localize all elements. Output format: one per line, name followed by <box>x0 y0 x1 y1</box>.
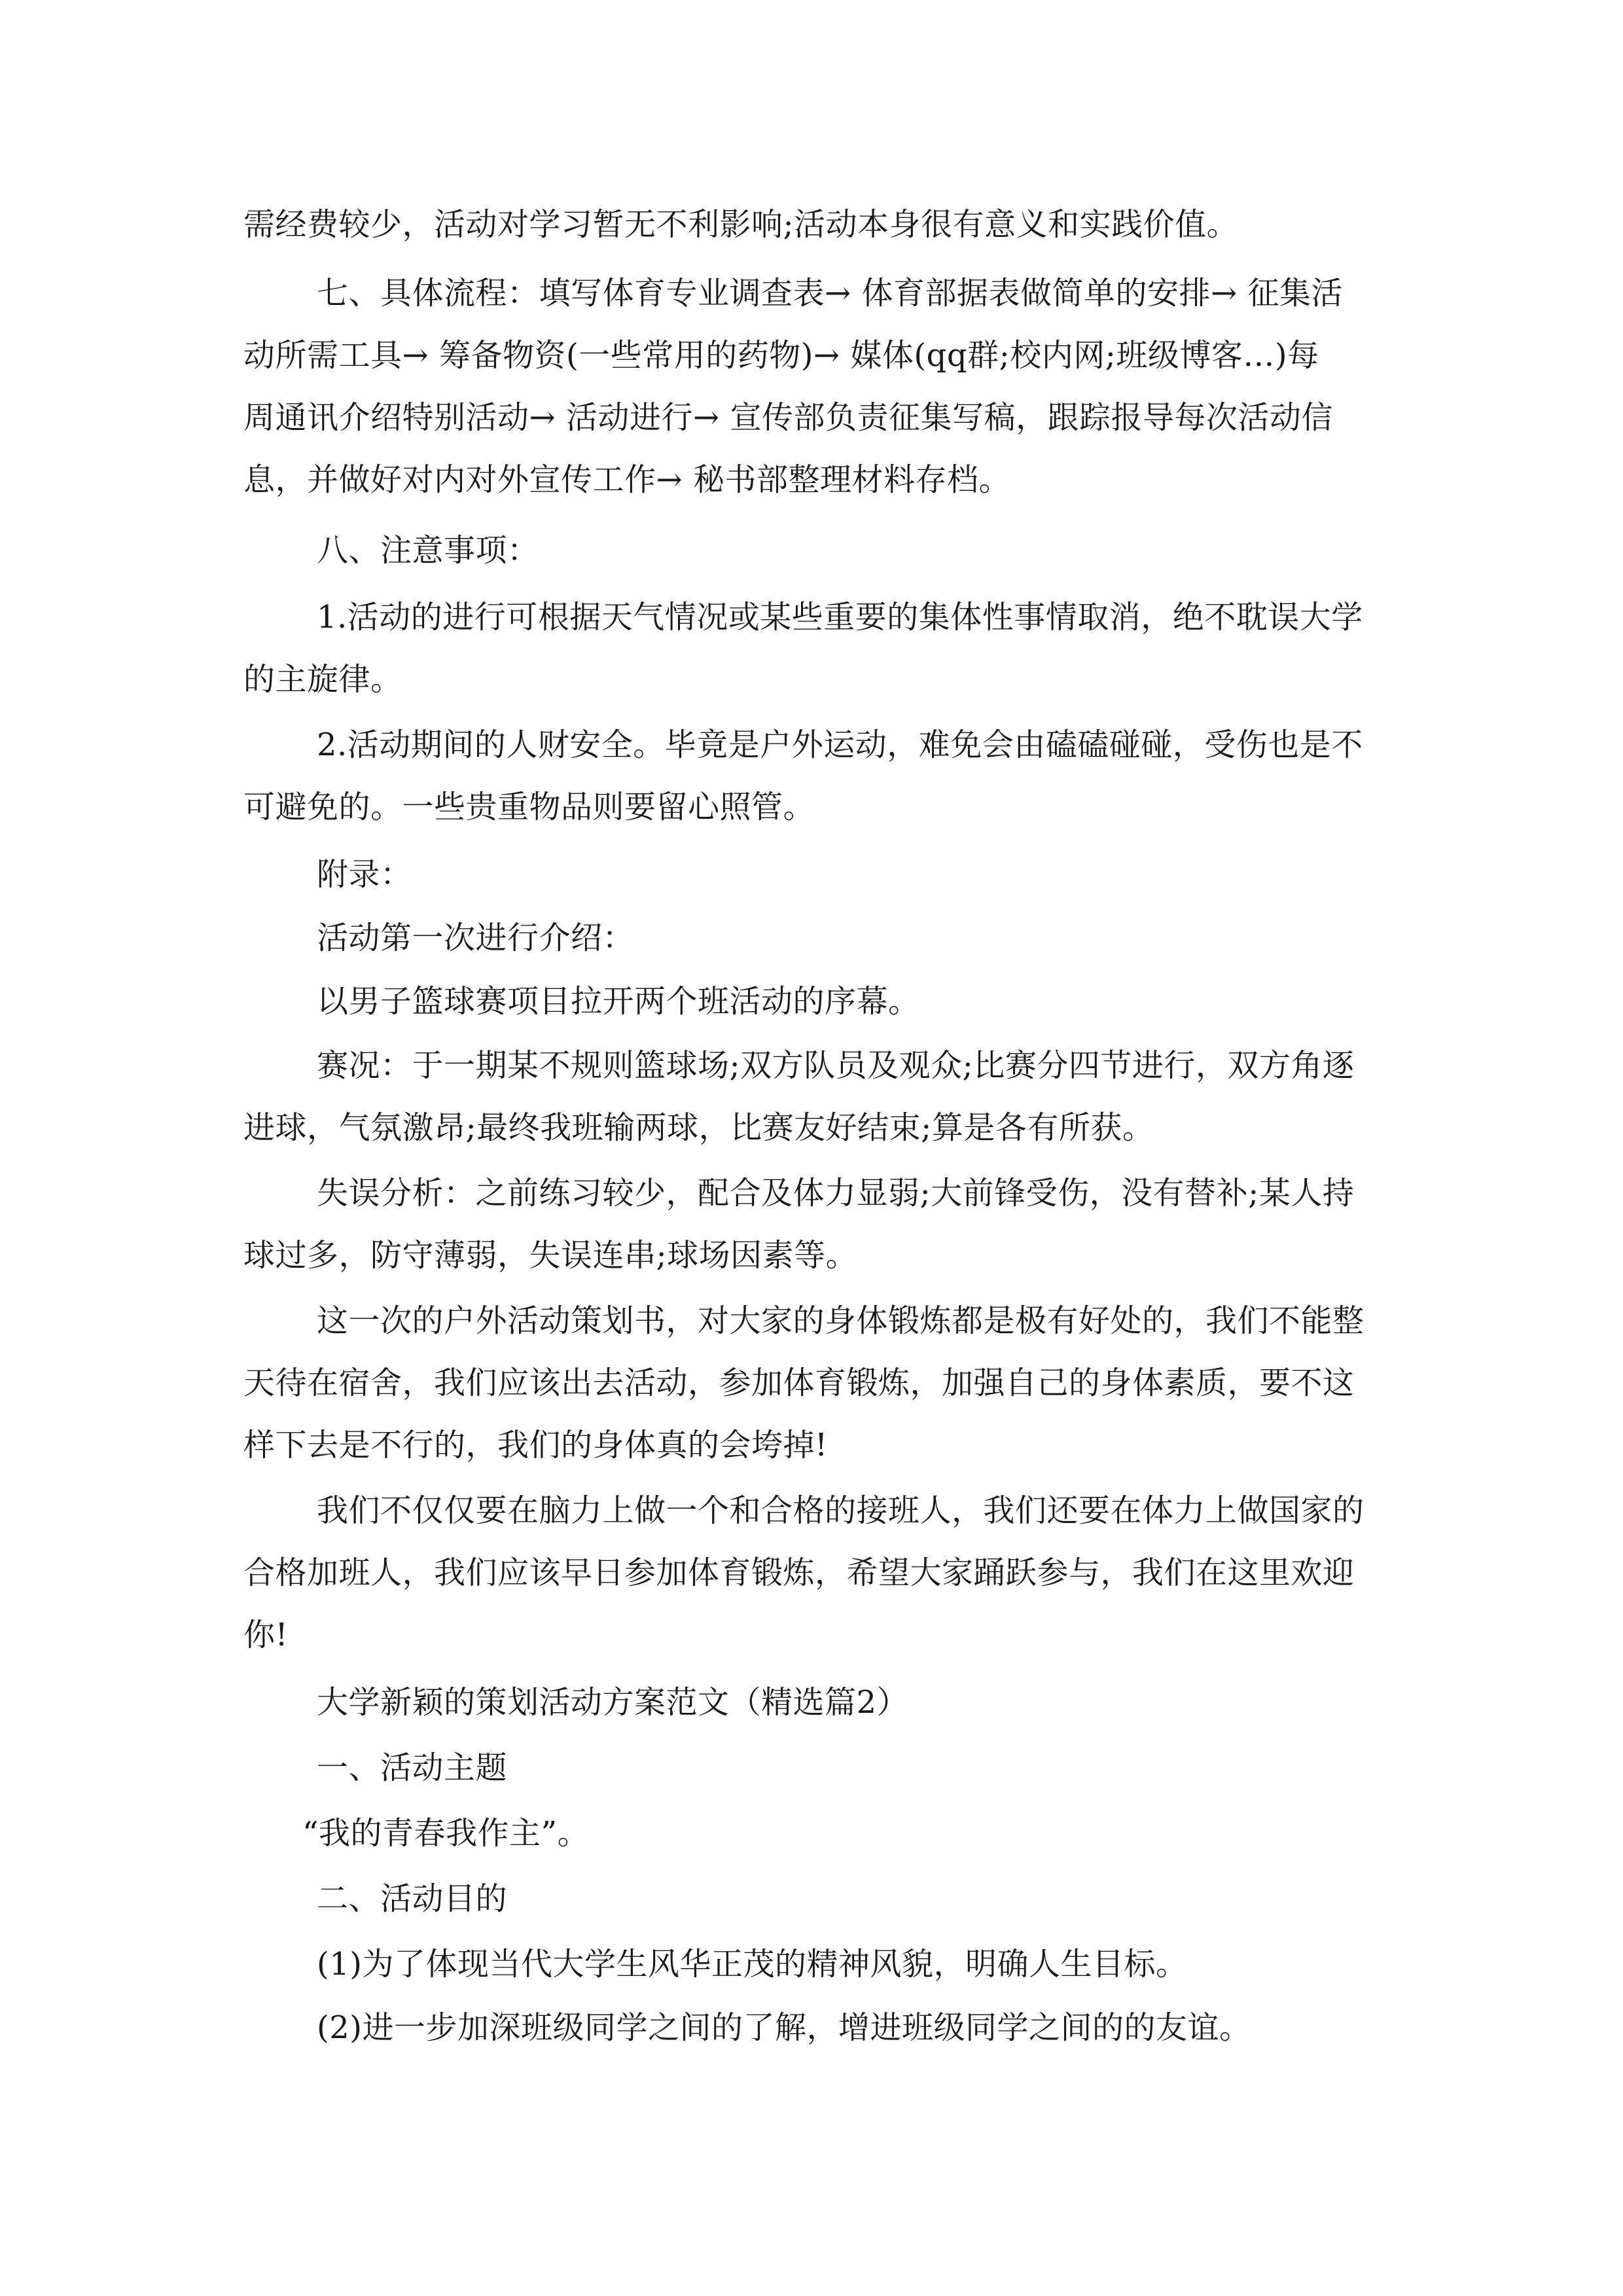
paragraph-line: 合格加班人，我们应该早日参加体育锻炼，希望大家踊跃参与，我们在这里欢迎 <box>243 1554 1355 1591</box>
paragraph-line: 天待在宿舍，我们应该出去活动，参加体育锻炼，加强自己的身体素质，要不这 <box>243 1365 1355 1401</box>
paragraph-line: (2)进一步加深班级同学之间的了解，增进班级同学之间的的友谊。 <box>317 2009 1251 2046</box>
paragraph-line: 赛况：于一期某不规则篮球场;双方队员及观众;比赛分四节进行，双方角逐 <box>317 1047 1355 1084</box>
paragraph-line: 1.活动的进行可根据天气情况或某些重要的集体性事情取消，绝不耽误大学 <box>317 599 1363 636</box>
paragraph-line: 以男子篮球赛项目拉开两个班活动的序幕。 <box>317 983 920 1020</box>
paragraph-line: 七、具体流程：填写体育专业调查表→ 体育部据表做简单的安排→ 征集活 <box>317 275 1343 312</box>
paragraph-line: 我们不仅仅要在脑力上做一个和合格的接班人，我们还要在体力上做国家的 <box>317 1492 1364 1529</box>
paragraph-line: 你! <box>243 1617 289 1653</box>
paragraph-line: 失误分析：之前练习较少，配合及体力显弱;大前锋受伤，没有替补;某人持 <box>317 1175 1355 1211</box>
paragraph-line: 周通讯介绍特别活动→ 活动进行→ 宣传部负责征集写稿，跟踪报导每次活动信 <box>243 399 1333 436</box>
section-heading: 八、注意事项： <box>317 532 539 569</box>
paragraph-line: “我的青春我作主”。 <box>302 1815 590 1852</box>
paragraph-line: (1)为了体现当代大学生风华正茂的精神风貌，明确人生目标。 <box>317 1946 1188 1982</box>
section-heading: 附录： <box>317 856 412 893</box>
paragraph-line: 这一次的户外活动策划书，对大家的身体锻炼都是极有好处的，我们不能整 <box>317 1302 1364 1339</box>
paragraph-line: 需经费较少，活动对学习暂无不利影响;活动本身很有意义和实践价值。 <box>243 206 1239 243</box>
paragraph-line: 可避免的。一些贵重物品则要留心照管。 <box>243 789 815 825</box>
section-heading: 二、活动目的 <box>317 1880 508 1917</box>
paragraph-line: 动所需工具→ 筹备物资(一些常用的药物)→ 媒体(qq群;校内网;班级博客…)每 <box>243 337 1319 374</box>
section-heading: 一、活动主题 <box>317 1749 508 1786</box>
paragraph-line: 2.活动期间的人财安全。毕竟是户外运动，难免会由磕磕碰碰，受伤也是不 <box>317 726 1363 763</box>
paragraph-line: 活动第一次进行介绍： <box>317 920 635 956</box>
article-title: 大学新颖的策划活动方案范文（精选篇2） <box>317 1684 909 1721</box>
paragraph-line: 的主旋律。 <box>243 661 402 698</box>
paragraph-line: 球过多，防守薄弱，失误连串;球场因素等。 <box>243 1237 858 1274</box>
paragraph-line: 进球，气氛激昂;最终我班输两球，比赛友好结束;算是各有所获。 <box>243 1109 1154 1146</box>
paragraph-line: 样下去是不行的，我们的身体真的会垮掉! <box>243 1427 828 1463</box>
paragraph-line: 息，并做好对内对外宣传工作→ 秘书部整理材料存档。 <box>243 461 1010 498</box>
